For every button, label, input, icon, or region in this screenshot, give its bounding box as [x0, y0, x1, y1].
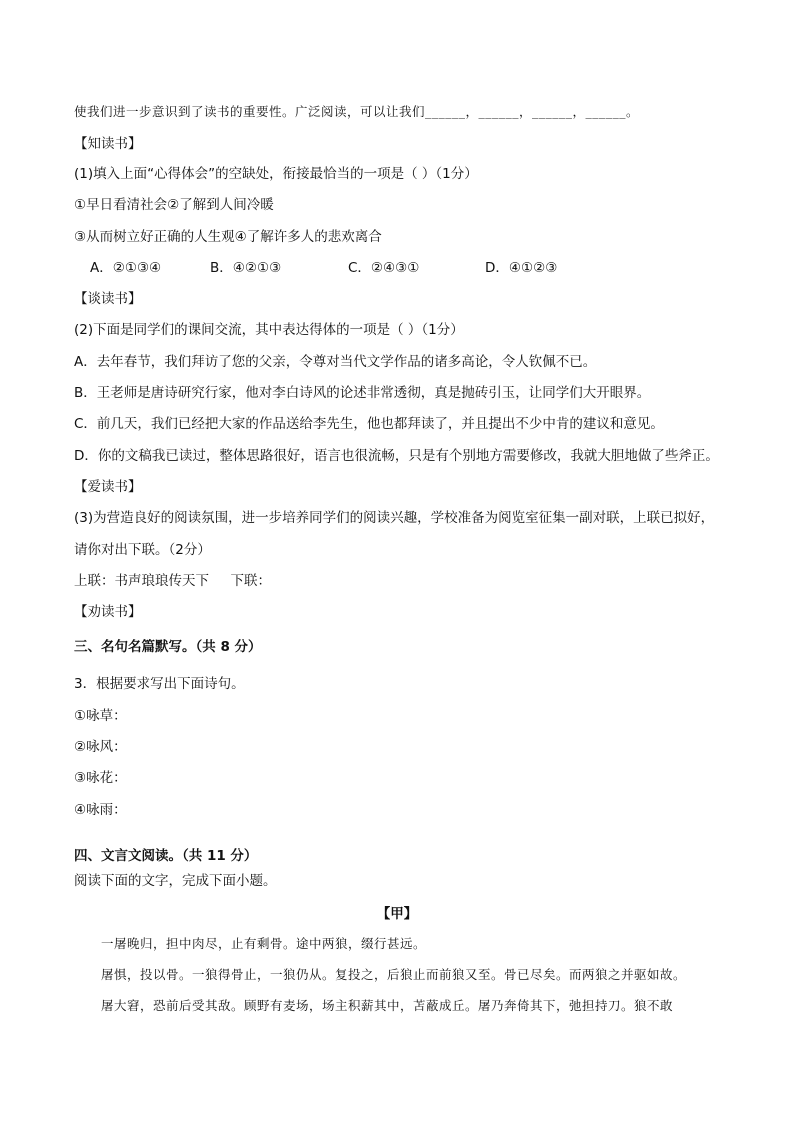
passage-line-3: 屠大窘，恐前后受其敌。顾野有麦场，场主积薪其中，苫蔽成丘。屠乃奔倚其下，弛担持刀。狼不敢	[101, 998, 674, 1013]
question-3-stem-line-2: 请你对出下联。（2分）	[74, 542, 211, 558]
question-3-stem-line-1: (3)为营造良好的阅读氛围，进一步培养同学们的阅读兴趣，学校准备为阅览室征集一副对联，上联已拟好，	[74, 510, 715, 526]
poem-item-rain: ④咏雨：	[74, 802, 127, 818]
intro-line: 使我们进一步意识到了读书的重要性。广泛阅读，可以让我们______，______，______，______。	[74, 104, 640, 119]
question-1-stem: (1)填入上面“心得体会”的空缺处，衔接最恰当的一项是（ ）（1分）	[74, 166, 478, 182]
part-3-heading: 三、名句名篇默写。（共 8 分）	[74, 639, 262, 655]
poem-item-flower: ③咏花：	[74, 770, 127, 786]
passage-title: 【甲】	[376, 906, 418, 922]
option-c: C．②④③①	[348, 260, 420, 276]
question-2-option-a: A．去年春节，我们拜访了您的父亲，令尊对当代文学作品的诸多高论，令人钦佩不已。	[74, 354, 597, 370]
option-d: D．④①②③	[485, 260, 558, 276]
question-1-options	[74, 258, 734, 278]
question-1-line-a: ①早日看清社会②了解到人间冷暖	[74, 197, 274, 213]
part-3-instruction: 3．根据要求写出下面诗句。	[74, 676, 245, 692]
question-2-stem: (2)下面是同学们的课间交流，其中表达得体的一项是（ ）（1分）	[74, 322, 464, 338]
section-heading-zhi: 【知读书】	[74, 136, 142, 152]
part-4-heading: 四、文言文阅读。（共 11 分）	[74, 848, 258, 864]
question-2-option-c: C．前几天，我们已经把大家的作品送给李先生，他也都拜读了，并且提出不少中肯的建议和意见。	[74, 416, 664, 432]
option-b: B．④②①③	[210, 260, 282, 276]
passage-line-2: 屠惧，投以骨。一狼得骨止，一狼仍从。复投之，后狼止而前狼又至。骨已尽矣。而两狼之并驱如故。	[101, 967, 687, 982]
section-heading-ai: 【爱读书】	[74, 479, 142, 495]
part-4-instruction: 阅读下面的文字，完成下面小题。	[74, 873, 277, 889]
section-heading-quan: 【劝读书】	[74, 604, 142, 620]
poem-item-wind: ②咏风：	[74, 739, 127, 755]
section-heading-tan: 【谈读书】	[74, 291, 142, 307]
question-2-option-b: B．王老师是唐诗研究行家，他对李白诗风的论述非常透彻，真是抛砖引玉，让同学们大开眼界。	[74, 385, 651, 401]
question-1-line-b: ③从而树立好正确的人生观④了解许多人的悲欢离合	[74, 229, 382, 245]
poem-item-grass: ①咏草：	[74, 708, 127, 724]
couplet-line: 上联：书声琅琅传天下 下联：	[74, 573, 271, 589]
question-2-option-d: D．你的文稿我已读过，整体思路很好，语言也很流畅，只是有个别地方需要修改，我就大胆地做了些斧正。	[74, 448, 719, 464]
option-a: A．②①③④	[90, 260, 162, 276]
passage-line-1: 一屠晚归，担中肉尽，止有剩骨。途中两狼，缀行甚远。	[101, 936, 427, 951]
